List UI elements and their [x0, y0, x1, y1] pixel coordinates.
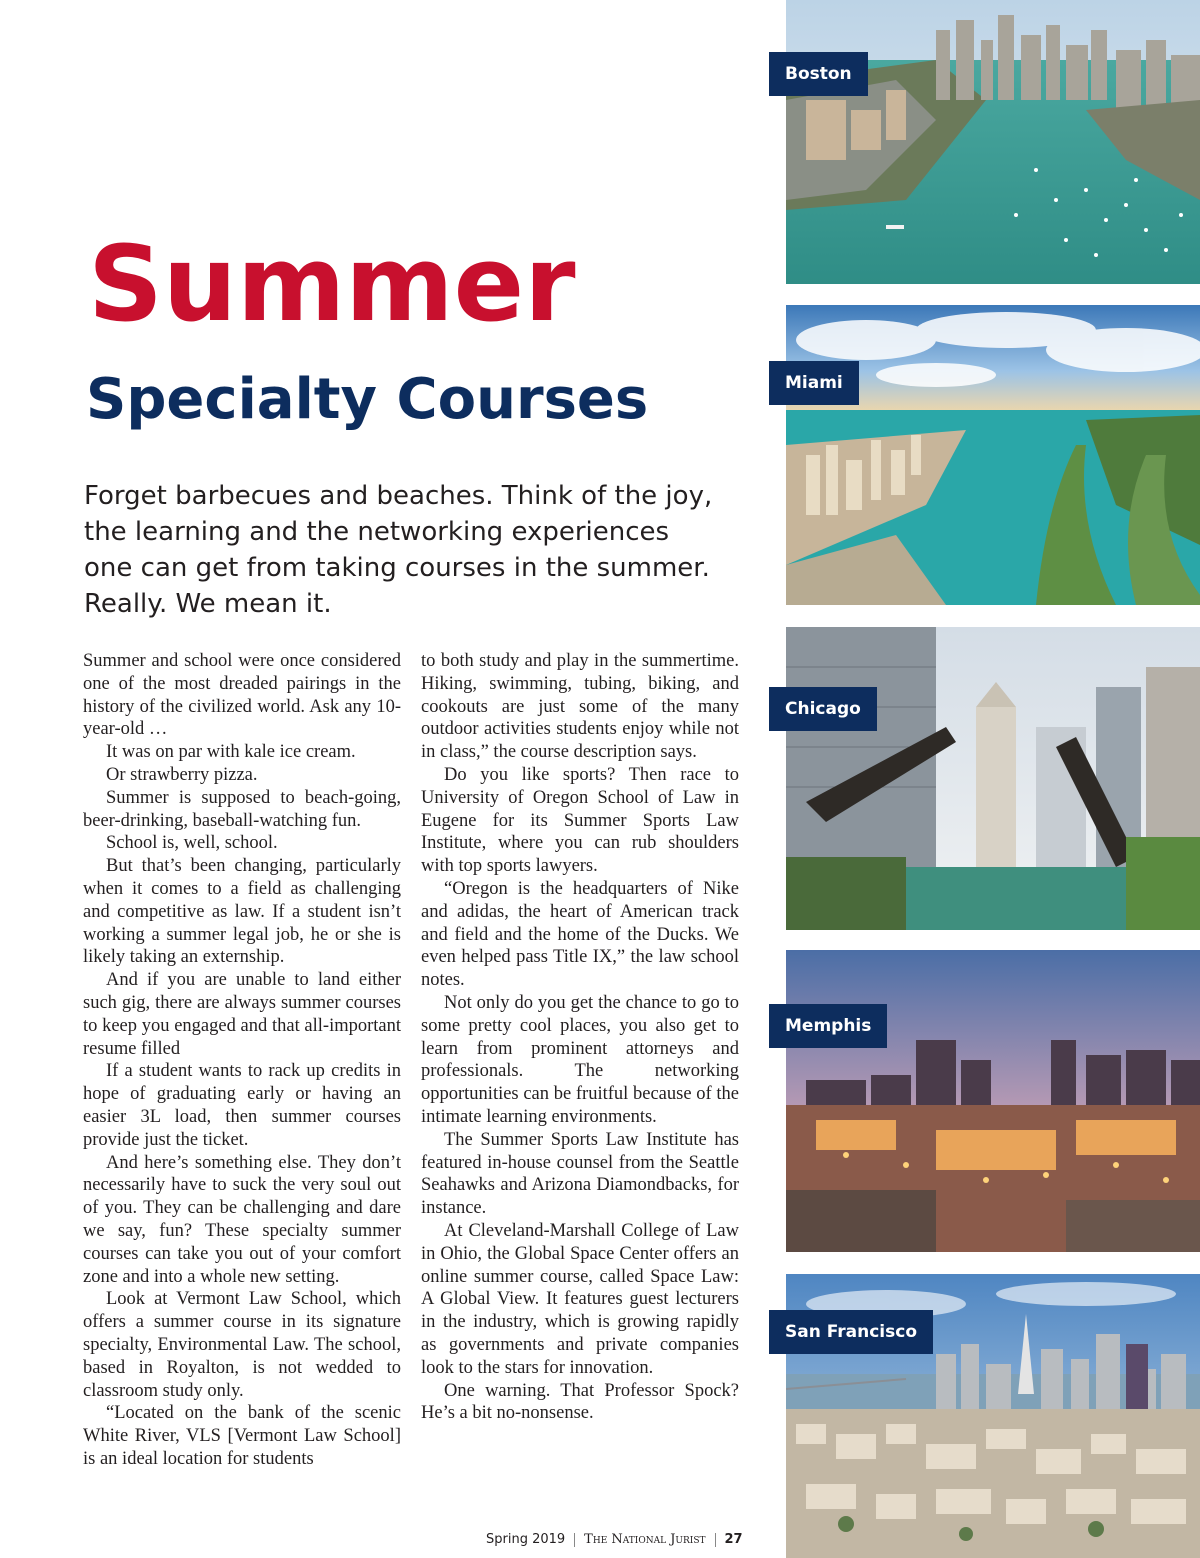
paragraph: It was on par with kale ice cream.	[106, 742, 356, 763]
city-label-boston: Boston	[769, 52, 868, 96]
city-label-chicago: Chicago	[769, 687, 877, 731]
boston-photo	[786, 0, 1200, 284]
subheadline: Specialty Courses	[86, 367, 649, 432]
paragraph: But that’s been changing, particularly when it comes to a field as challenging and competitive as law. If a student isn’t working a summer legal job, he or she is likely taking an externship.	[83, 856, 401, 968]
paragraph: Summer and school were once considered one of the most dreaded pairings in the history of the civilized world. Ask any 10-year-old …	[83, 651, 401, 740]
paragraph: Summer is supposed to beach-going, beer-drinking, baseball-watching fun.	[83, 787, 401, 831]
memphis-photo	[786, 950, 1200, 1252]
paragraph: Or strawberry pizza.	[106, 764, 258, 785]
miami-photo	[786, 305, 1200, 605]
article-column-right	[421, 650, 739, 1425]
paragraph: The Summer Sports Law Institute has featured in-house counsel from the Seattle Seahawks and Arizona Diamondbacks, for instance.	[421, 1129, 739, 1219]
paragraph: At Cleveland-Marshall College of Law in Ohio, the Global Space Center offers an online summer course, called Space Law: A Global View. It features guest lecturers in the industry, which is growing rapidly as governments and private companies look to the stars for innovation.	[421, 1220, 739, 1378]
page-footer	[486, 1532, 743, 1547]
paragraph: School is, well, school.	[106, 833, 278, 854]
headline: Summer	[88, 223, 576, 345]
paragraph: Look at Vermont Law School, which offers a summer course in its signature specialty, Environmental Law. The school, based in Royalton, is not wedded to classroom study only.	[83, 1289, 401, 1401]
paragraph: And if you are unable to land either such gig, there are always summer courses to keep you engaged and that all-important resume filled	[83, 970, 401, 1059]
paragraph: “Located on the bank of the scenic White River, VLS [Vermont Law School] is an ideal location for students	[83, 1403, 401, 1469]
paragraph: to both study and play in the summertime. Hiking, swimming, tubing, biking, and cookouts are just some of the many outdoor activities students enjoy while not in class,” the course description says.	[421, 651, 739, 763]
city-label-memphis: Memphis	[769, 1004, 887, 1048]
page-number: 27	[724, 1532, 743, 1547]
paragraph: “Oregon is the headquarters of Nike and adidas, the heart of American track and field and the home of the Ducks. We even helped pass Title IX,” the law school notes.	[421, 878, 739, 991]
city-label-miami: Miami	[769, 361, 859, 405]
paragraph: If a student wants to rack up credits in hope of graduating early or having an easier 3L load, then summer courses provide just the ticket.	[83, 1061, 401, 1150]
paragraph: Not only do you get the chance to go to some pretty cool places, you also get to learn from prominent attorneys and professionals. The networking opportunities can be fruitful because of the intimate learning environments.	[421, 992, 739, 1127]
article-column-left	[83, 650, 401, 1471]
paragraph: Do you like sports? Then race to University of Oregon School of Law in Eugene for its Summer Sports Law Institute, where you can rub shoulders with top sports lawyers.	[421, 764, 739, 877]
footer-divider	[715, 1533, 716, 1547]
footer-divider	[574, 1533, 575, 1547]
chicago-photo	[786, 627, 1200, 930]
footer-magazine-name: The National Jurist	[584, 1532, 706, 1547]
city-label-san-francisco: San Francisco	[769, 1310, 933, 1354]
deck-intro: Forget barbecues and beaches. Think of the joy, the learning and the networking experiences one can get from taking courses in the summer. Really. We mean it.	[84, 481, 713, 619]
footer-season: Spring 2019	[486, 1532, 566, 1547]
paragraph: One warning. That Professor Spock? He’s a bit no-nonsense.	[421, 1380, 739, 1424]
paragraph: And here’s something else. They don’t necessarily have to suck the very soul out of you. They can be challenging and dare we say, fun? These specialty summer courses can take you out of your comfort zone and into a whole new setting.	[83, 1152, 401, 1287]
